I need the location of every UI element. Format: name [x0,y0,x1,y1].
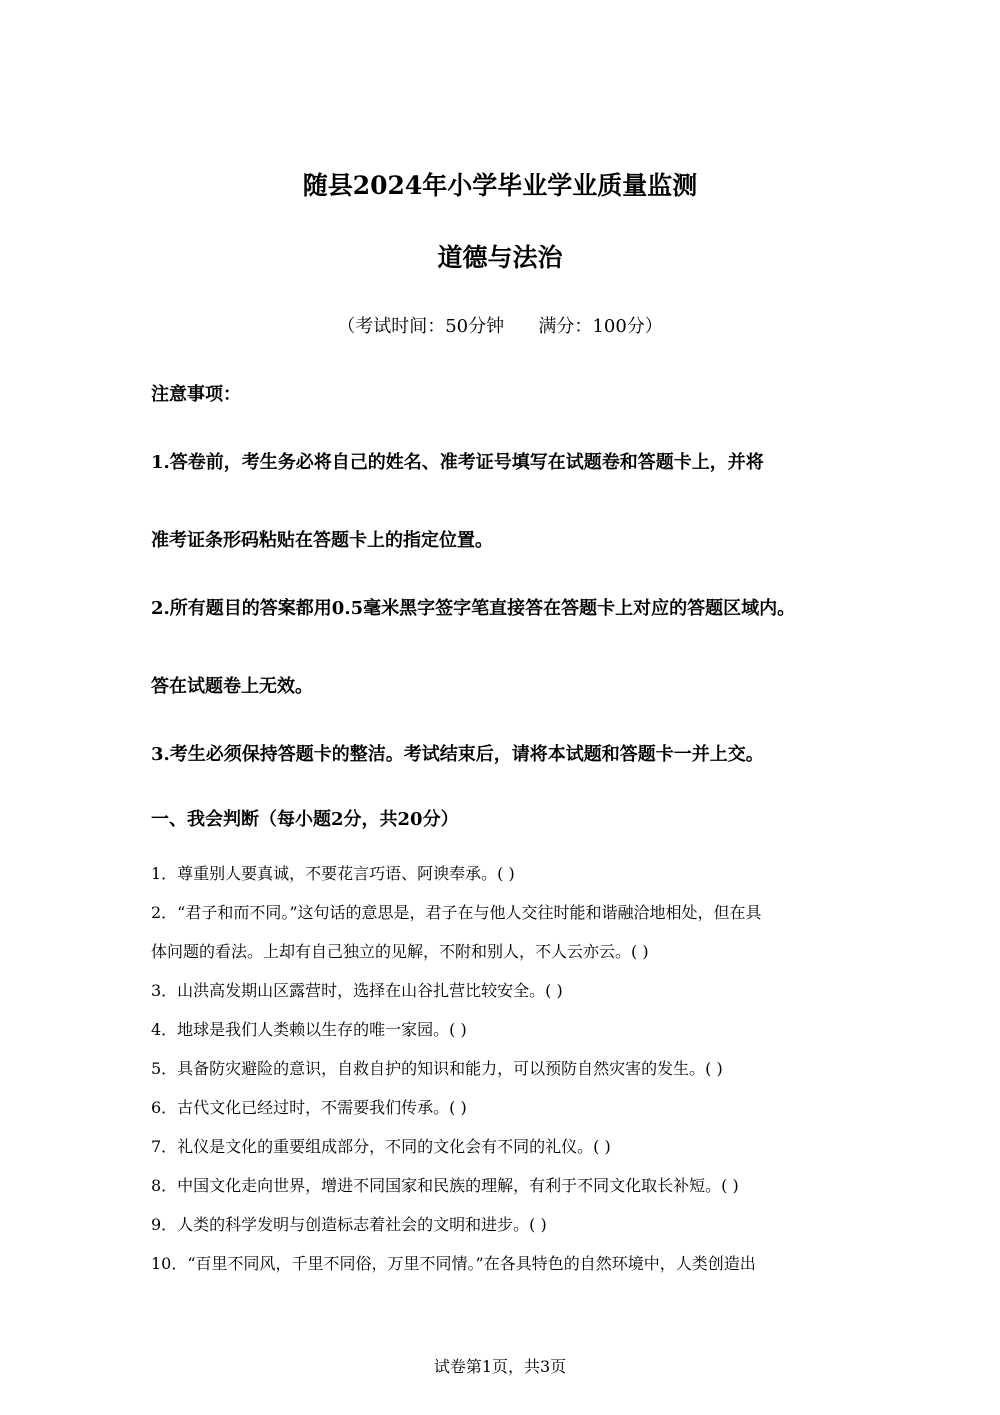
question-line: 7．礼仪是文化的重要组成部分，不同的文化会有不同的礼仪。( ) [151,1137,611,1156]
notice-item-3: 3.考生必须保持答题卡的整洁。考试结束后，请将本试题和答题卡一并上交。 [151,744,764,765]
question-line: 5．具备防灾避险的意识，自救自护的知识和能力，可以预防自然灾害的发生。( ) [151,1059,723,1078]
section-1-heading: 一、我会判断（每小题2分，共20分） [151,809,459,830]
subject-title: 道德与法治 [437,243,563,272]
question-line: 10．“百里不同风，千里不同俗，万里不同情。”在各具特色的自然环境中，人类创造出 [151,1254,756,1273]
question-line: 3．山洪高发期山区露营时，选择在山谷扎营比较安全。( ) [151,981,563,1000]
notice-item-1-line-2: 准考证条形码粘贴在答题卡上的指定位置。 [151,530,493,551]
notice-item-1-line-1: 1.答卷前，考生务必将自己的姓名、准考证号填写在试题卷和答题卡上，并将 [151,452,764,473]
exam-title: 随县2024年小学毕业学业质量监测 [302,171,698,200]
question-line: 1．尊重别人要真诚，不要花言巧语、阿谀奉承。( ) [151,864,515,883]
page-footer: 试卷第1页，共3页 [433,1357,567,1376]
notice-item-2-line-1: 2.所有题目的答案都用0.5毫米黑字签字笔直接答在答题卡上对应的答题区域内。 [151,598,796,619]
question-line: 4．地球是我们人类赖以生存的唯一家园。( ) [151,1020,467,1039]
question-line: 2．“君子和而不同。”这句话的意思是，君子在与他人交往时能和谐融洽地相处，但在具 [151,903,762,922]
notice-heading: 注意事项： [151,384,241,405]
question-line: 6．古代文化已经过时，不需要我们传承。( ) [151,1098,467,1117]
exam-info: （考试时间：50分钟 满分：100分） [337,316,663,337]
question-line: 8．中国文化走向世界，增进不同国家和民族的理解，有利于不同文化取长补短。( ) [151,1176,739,1195]
question-line: 9．人类的科学发明与创造标志着社会的文明和进步。( ) [151,1215,547,1234]
question-line: 体问题的看法。上却有自己独立的见解，不附和别人，不人云亦云。( ) [151,942,649,961]
notice-item-2-line-2: 答在试题卷上无效。 [151,676,313,697]
